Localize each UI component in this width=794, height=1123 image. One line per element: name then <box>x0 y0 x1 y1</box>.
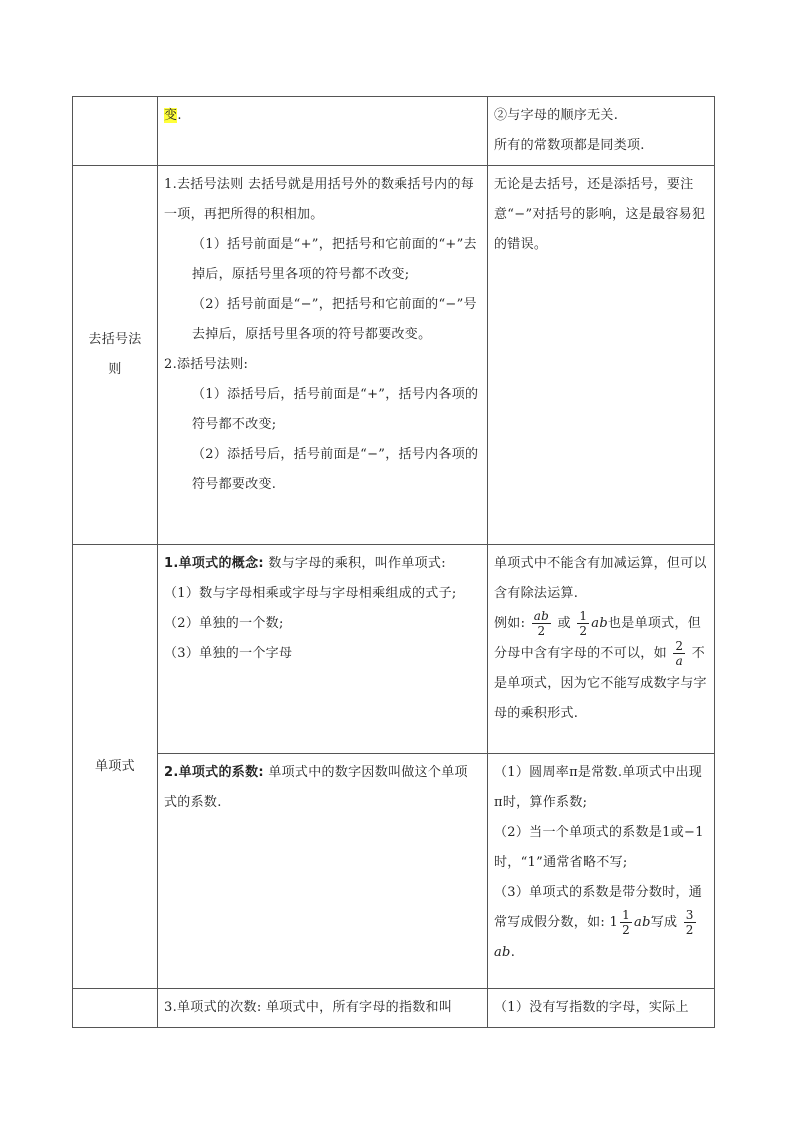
remove-case-2: （2）括号前面是“−”，把括号和它前面的“−”号去掉后，原括号里各项的符号都要改变。 <box>192 297 477 342</box>
row1-label-cell <box>73 97 158 166</box>
add-rule-title: 2.添括号法则: <box>164 357 249 372</box>
note-line: 所有的常数项都是同类项. <box>494 138 645 153</box>
monomial-degree-note: （1）没有写指数的字母，实际上 <box>488 989 715 1028</box>
bracket-rule-content <box>158 166 488 545</box>
bracket-rule-label: 去括号法则 <box>73 166 158 545</box>
add-case-1: （1）添括号后，括号前面是“+”，括号内各项的符号都不改变; <box>192 387 479 432</box>
highlighted-text: 变 <box>164 108 178 123</box>
remove-case-1: （1）括号前面是“+”，把括号和它前面的“+”去掉后，原括号里各项的符号都不改变; <box>192 237 477 282</box>
concept-def: 1.单项式的概念: 数与字母的乘积，叫作单项式: <box>164 556 446 571</box>
monomial-degree-content: 3.单项式的次数: 单项式中，所有字母的指数和叫 <box>158 989 488 1028</box>
monomial-concept-note: 单项式中不能含有加减运算，但可以含有除法运算. 例如: $\frac{ab}{2}$ 或 $\frac{1}{2}$ ab也是单项式，但分母中含有字母的不可以，如 $\frac{2}{a}$ 不是单项式，因为它不能写成数字与字母的乘积形式. <box>488 545 715 754</box>
monomial-coef-note: （1）圆周率π是常数.单项式中出现π时，算作系数; （2）当一个单项式的系数是1或−1时，“1”通常省略不写; （3）单项式的系数是带分数时，通常写成假分数，如: 1 $\frac{1}{2}$ ab写成 $\frac{3}{2}$ ab. <box>488 754 715 989</box>
concept-case-3: （3）单独的一个字母 <box>164 646 293 661</box>
table-row <box>73 545 715 754</box>
table-row <box>73 754 715 989</box>
improper-fraction: $\frac{3}{2}$ <box>685 908 694 937</box>
fraction-ab-over-2: $\frac{ab}{2}$ <box>533 609 550 638</box>
coef-example: （3）单项式的系数是带分数时，通常写成假分数，如: 1 $\frac{1}{2}$ ab写成 $\frac{3}{2}$ ab. <box>494 885 703 960</box>
table-row <box>73 989 715 1028</box>
add-case-2: （2）添括号后，括号前面是“−”，括号内各项的符号都要改变. <box>192 447 479 492</box>
concept-case-1: （1）数与字母相乘或字母与字母相乘组成的式子; <box>164 586 457 601</box>
monomial-coef-content <box>158 754 488 989</box>
fraction-1-over-2: $\frac{1}{2}$ <box>579 609 588 638</box>
coef-def: 2.单项式的系数: 单项式中的数字因数叫做这个单项式的系数. <box>164 765 468 810</box>
monomial-label: 单项式 <box>73 545 158 989</box>
bracket-rule-note: 无论是去括号，还是添括号，要注意“−”对括号的影响，这是最容易犯的错误。 <box>488 166 715 545</box>
mixed-fraction: $\frac{1}{2}$ <box>622 908 631 937</box>
concept-case-2: （2）单独的一个数; <box>164 616 284 631</box>
degree-label-cell <box>73 989 158 1028</box>
knowledge-table <box>72 96 715 1028</box>
table-row <box>73 97 715 166</box>
row1-note-cell <box>488 97 715 166</box>
note-line: ②与字母的顺序无关. <box>494 108 619 123</box>
table-row <box>73 166 715 545</box>
concept-example: 例如: $\frac{ab}{2}$ 或 $\frac{1}{2}$ ab也是单项式，但分母中含有字母的不可以，如 $\frac{2}{a}$ 不是单项式，因为它不能写成数字与字母的乘积形式. <box>494 609 707 721</box>
monomial-concept-content <box>158 545 488 754</box>
fraction-2-over-a: $\frac{2}{a}$ <box>675 639 684 668</box>
remove-rule: 1.去括号法则 去括号就是用括号外的数乘括号内的每一项，再把所得的积相加。 <box>164 177 475 222</box>
row1-content-cell: 变. <box>158 97 488 166</box>
